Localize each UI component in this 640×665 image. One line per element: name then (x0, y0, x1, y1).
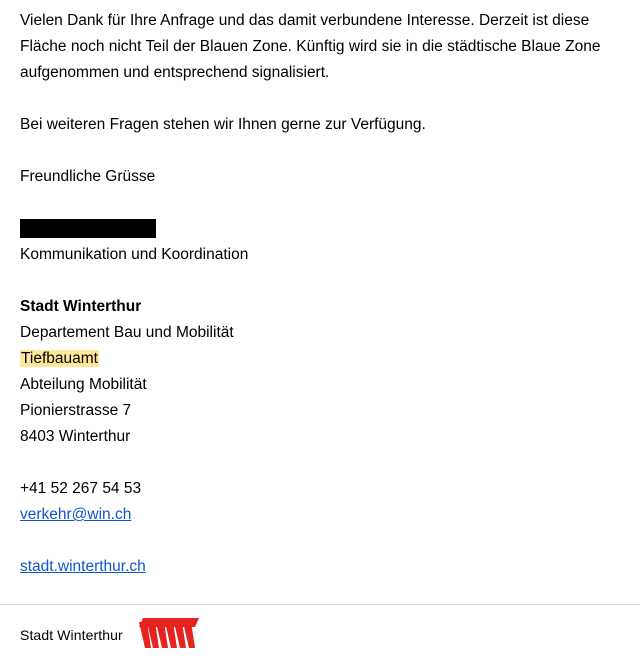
signature-email (20, 502, 620, 528)
signature-city: 8403 Winterthur (20, 428, 131, 445)
signature-phone: +41 52 267 54 53 (20, 480, 142, 497)
signature-division: Abteilung Mobilität (20, 376, 147, 393)
winterthur-logo-icon (137, 618, 207, 652)
message-paragraph-2: Bei weiteren Fragen stehen wir Ihnen gerne zur Verfügung. (20, 116, 426, 133)
signature-role: Kommunikation und Koordination (20, 246, 249, 263)
signature-office (20, 346, 620, 372)
footer-content (0, 605, 640, 665)
paragraph-spacer (20, 190, 620, 216)
signature-organization: Stadt Winterthur (20, 298, 142, 315)
signature-website (20, 554, 620, 580)
signature-office-highlight: Tiefbauamt (21, 350, 98, 367)
email-link[interactable]: verkehr@win.ch (20, 506, 132, 523)
footer-wordmark: Stadt Winterthur (20, 627, 123, 643)
redacted-name-line (20, 216, 620, 242)
paragraph-spacer (20, 86, 620, 112)
message-paragraph-1: Vielen Dank für Ihre Anfrage und das damit verbundene Interesse. Derzeit ist diese Fläche noch nicht Teil der Blauen Zone. Künftig wird sie in die städtische Blaue Zone aufgenommen und entsprechend signalisiert. (20, 12, 601, 81)
signature-footer (0, 604, 640, 665)
redaction-bar (20, 219, 156, 238)
signature-street: Pionierstrasse 7 (20, 402, 132, 419)
signature-spacer (20, 528, 620, 554)
signature-department: Departement Bau und Mobilität (20, 324, 234, 341)
signature-spacer (20, 268, 620, 294)
website-link[interactable]: stadt.winterthur.ch (20, 558, 146, 575)
paragraph-spacer (20, 138, 620, 164)
signature-spacer (20, 450, 620, 476)
message-closing: Freundliche Grüsse (20, 168, 156, 185)
